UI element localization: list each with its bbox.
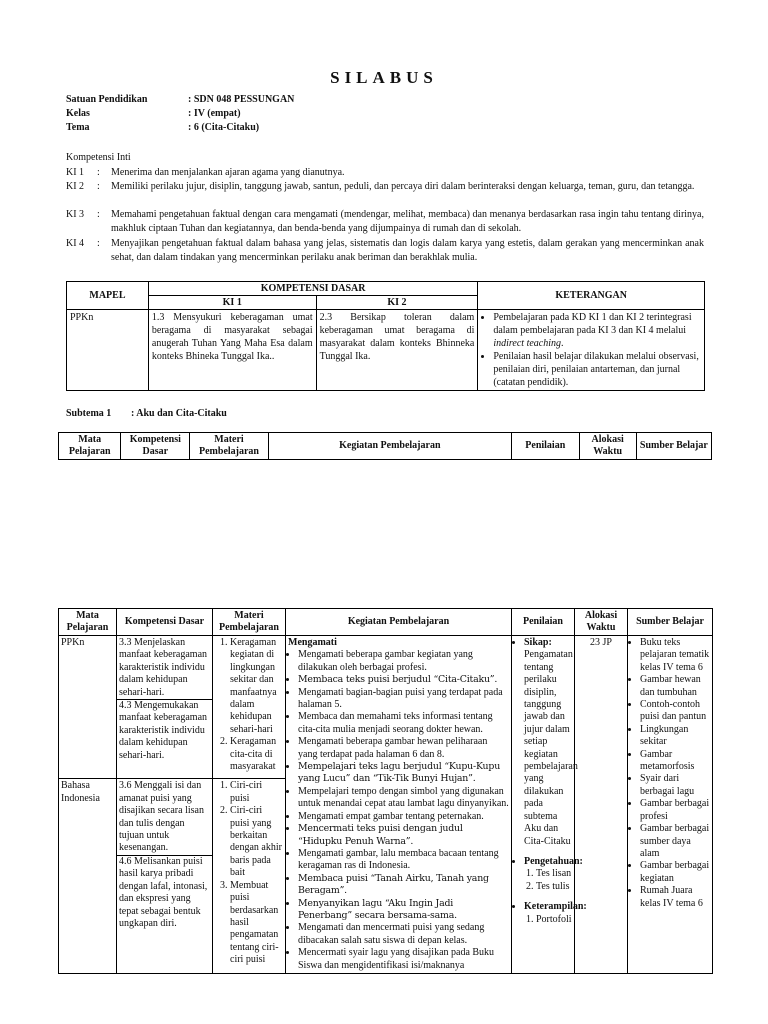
materi-ppkn-list (215, 637, 283, 773)
ki-item-4 (66, 237, 704, 265)
mapel-cell: PPKn (67, 310, 149, 391)
penilaian-sikap: • Sikap: Pengamatan tentang perilaku disiplin, tanggung jawab dan jujur dalam setiap kegiatan pembelajaran yang dilakukan pada subtema Aku dan Cita-Citaku (524, 637, 572, 848)
alokasi-cell: 23 JP (575, 636, 628, 974)
syllabus-main-table (58, 608, 713, 974)
mapel-header: MAPEL (67, 282, 149, 310)
keterangan-item: • Penilaian hasil belajar dilakukan melalui observasi, penilaian diri, penilaian antarteman, dan jurnal (catatan pendidik). (493, 350, 701, 389)
identity-satuan (66, 94, 294, 105)
col-kompetensi-dasar: Kompetensi Dasar (121, 433, 190, 460)
col-kegiatan: Kegiatan Pembelajaran (286, 609, 512, 636)
identity-kelas (66, 108, 241, 119)
materi-ppkn (213, 636, 286, 779)
ki-item-1 (66, 166, 704, 180)
materi-item: 1. Ciri-ciri puisi (230, 780, 283, 805)
keterangan-item: • Pembelajaran pada KD KI 1 dan KI 2 terintegrasi dalam pembelajaran pada KI 3 dan KI 4 melalui indirect teaching. (493, 311, 701, 350)
kd-header: KOMPETENSI DASAR (148, 282, 477, 296)
ki-item-3 (66, 208, 704, 236)
kd-ppkn (117, 636, 213, 779)
identity-label: Satuan Pendidikan (66, 94, 148, 105)
ki-colon: : (97, 238, 100, 249)
materi-bahasa-indonesia (213, 779, 286, 974)
ki-text: Menyajikan pengetahuan faktual dalam bahasa yang jelas, sistematis dan logis dalam karya yang estetis, dalam gerakan yang mencerminkan anak sehat, dan dalam tindakan yang mencerminkan perilaku anak beriman dan berakhlak mulia. (111, 238, 704, 263)
identity-value: : IV (empat) (188, 108, 241, 119)
col-kompetensi-dasar: Kompetensi Dasar (117, 609, 213, 636)
subtema-line (66, 408, 227, 419)
sumber-item: • Lingkungan sekitar (640, 724, 710, 749)
sumber-item: • Gambar hewan dan tumbuhan (640, 674, 710, 699)
kd-ppkn-3: 3.3 Menjelaskan manfaat keberagaman karakteristik individu dalam kehidupan sehari-hari. (119, 637, 208, 698)
col-alokasi: Alokasi Waktu (575, 609, 628, 636)
kompetensi-dasar-table (66, 281, 705, 391)
kd-bahasa-indonesia (117, 779, 213, 974)
pengetahuan-item: 1. Tes lisan (536, 868, 572, 880)
kegiatan-item: • Membaca teks puisi berjudul “Cita-Citaku”. (298, 674, 509, 686)
keterangan-header: KETERANGAN (478, 282, 705, 310)
subtema-label: Subtema 1 (66, 408, 112, 419)
subtema-value: : Aku dan Cita-Citaku (131, 408, 227, 419)
identity-value: : SDN 048 PESSUNGAN (188, 94, 295, 105)
kegiatan-cell (286, 636, 512, 974)
kompetensi-inti-heading: Kompetensi Inti (66, 152, 131, 163)
sumber-item: • Contoh-contoh puisi dan pantun (640, 699, 710, 724)
pengetahuan-list (524, 868, 572, 893)
ki-number: KI 1 (66, 167, 85, 178)
identity-value: : 6 (Cita-Citaku) (188, 122, 260, 133)
identity-label: Kelas (66, 108, 90, 119)
pengetahuan-item: 2. Tes tulis (536, 881, 572, 893)
col-materi: Materi Pembelajaran (213, 609, 286, 636)
syllabus-header-table (58, 432, 712, 460)
ki-number: KI 2 (66, 181, 85, 192)
kd-ppkn-4: 4.3 Mengemukakan manfaat keberagaman karakteristik individu dalam kehidupan sehari-hari. (117, 699, 212, 762)
sumber-item: • Gambar berbagai sumber daya alam (640, 823, 710, 860)
col-sumber: Sumber Belajar (628, 609, 713, 636)
sumber-item: • Gambar berbagai kegiatan (640, 860, 710, 885)
document-title: SILABUS (330, 68, 438, 87)
ki-colon: : (97, 181, 100, 192)
col-alokasi: Alokasi Waktu (579, 433, 636, 460)
kegiatan-item: • Mempelajari teks lagu berjudul “Kupu-Kupu yang Lucu” dan “Tik-Tik Bunyi Hujan”. (298, 761, 509, 786)
materi-item: 2. Ciri-ciri puisi yang berkaitan dengan akhir baris pada bait (230, 805, 283, 879)
kegiatan-item: • Mengamati beberapa gambar hewan peliharaan yang terdapat pada halaman 6 dan 8. (298, 736, 509, 761)
kd-bi-4: 4.6 Melisankan puisi hasil karya pribadi dengan lafal, intonasi, dan ekspresi yang tepat sebagai bentuk ungkapan diri. (117, 855, 212, 930)
sumber-item: • Buku teks pelajaran tematik kelas IV tema 6 (640, 637, 710, 674)
sumber-item: • Gambar berbagai profesi (640, 798, 710, 823)
kegiatan-item: • Mengamati dan mencermati puisi yang sedang dibacakan salah satu siswa di depan kelas. (298, 922, 509, 947)
penilaian-list (514, 637, 587, 926)
kegiatan-item: • Mencermati teks puisi dengan judul “Hidupku Penuh Warna”. (298, 823, 509, 848)
mapel-bahasa-indonesia: Bahasa Indonesia (59, 779, 117, 974)
ki-item-2 (66, 180, 704, 194)
col-mata-pelajaran: Mata Pelajaran (59, 433, 121, 460)
identity-label: Tema (66, 122, 90, 133)
keterampilan-list (524, 914, 572, 926)
keterampilan-item: 1. Portofoli (536, 914, 572, 926)
materi-item: 1. Keragaman kegiatan di lingkungan sekitar dan manfaatnya dalam kehidupan sehari-hari (230, 637, 283, 736)
kegiatan-item: • Mengamati beberapa gambar kegiatan yang dilakukan oleh berbagai profesi. (298, 649, 509, 674)
kegiatan-item: • Mengamati empat gambar tentang peternakan. (298, 811, 509, 823)
kegiatan-item: • Membaca puisi “Tanah Airku, Tanah yang Beragam”. (298, 873, 509, 898)
col-mata-pelajaran: Mata Pelajaran (59, 609, 117, 636)
keterangan-list (481, 311, 701, 389)
identity-tema (66, 122, 259, 133)
kegiatan-list (288, 649, 509, 972)
kegiatan-item: • Membaca dan memahami teks informasi tentang cita-cita mulia menjadi seorang dokter hewan. (298, 711, 509, 736)
kegiatan-item: • Mengamati bagian-bagian puisi yang terdapat pada halaman 5. (298, 687, 509, 712)
col-kegiatan: Kegiatan Pembelajaran (268, 433, 511, 460)
ki-number: KI 4 (66, 238, 85, 249)
sumber-list (630, 637, 710, 910)
ki1-header: KI 1 (148, 296, 316, 310)
penilaian-cell (512, 636, 587, 974)
kegiatan-heading: Mengamati (288, 637, 337, 648)
col-penilaian: Penilaian (511, 433, 579, 460)
ki-colon: : (97, 167, 100, 178)
materi-item: 3. Membuat puisi berdasarkan hasil pengamatan tentang ciri-ciri puisi (230, 880, 283, 967)
col-materi: Materi Pembelajaran (190, 433, 269, 460)
col-sumber: Sumber Belajar (636, 433, 711, 460)
sumber-item: • Gambar metamorfosis (640, 749, 710, 774)
sumber-item: • Syair dari berbagai lagu (640, 773, 710, 798)
ki-text: Menerima dan menjalankan ajaran agama yang dianutnya. (111, 167, 345, 178)
ki-colon: : (97, 209, 100, 220)
ki1-cell: 1.3 Mensyukuri keberagaman umat beragama di masyarakat sebagai anugerah Tuhan Yang Maha Esa dalam konteks Bhineka Tunggal Ika.. (148, 310, 316, 391)
keterangan-cell (478, 310, 705, 391)
penilaian-pengetahuan: • Pengetahuan: 1. Tes lisan 2. Tes tulis (524, 856, 572, 893)
mapel-ppkn: PPKn (59, 636, 117, 779)
ki-number: KI 3 (66, 209, 85, 220)
materi-bi-list (215, 780, 283, 966)
penilaian-keterampilan: • Keterampilan: 1. Portofoli (524, 901, 572, 926)
ki-text: Memahami pengetahuan faktual dengan cara mengamati (mendengar, melihat, membaca) dan menanya berdasarkan rasa ingin tahu tentang dirinya, makhluk ciptaan Tuhan dan kegiatannya, dan benda-benda yang dijumpainya di rumah dan di sekolah. (111, 209, 704, 234)
sumber-item: • Rumah Juara kelas IV tema 6 (640, 885, 710, 910)
kegiatan-item: • Mencermati syair lagu yang disajikan pada Buku Siswa dan mengidentifikasi isi/maknanya (298, 947, 509, 972)
ki2-header: KI 2 (316, 296, 478, 310)
kegiatan-item: • Mempelajari tempo dengan simbol yang digunakan untuk menandai cepat atau lambat lagu dinyanyikan. (298, 786, 509, 811)
kegiatan-item: • Menyanyikan lagu “Aku Ingin Jadi Penerbang” secara bersama-sama. (298, 898, 509, 923)
ki2-cell: 2.3 Bersikap toleran dalam keberagaman umat beragama di masyarakat dalam konteks Bhinneka Tunggal Ika. (316, 310, 478, 391)
sumber-cell (628, 636, 713, 974)
kegiatan-item: • Mengamati gambar, lalu membaca bacaan tentang keragaman ras di Indonesia. (298, 848, 509, 873)
col-penilaian: Penilaian (512, 609, 575, 636)
kd-bi-3: 3.6 Menggali isi dan amanat puisi yang disajikan secara lisan dan tulis dengan tujuan untuk kesenangan. (119, 780, 204, 854)
ki-text: Memiliki perilaku jujur, disiplin, tanggung jawab, santun, peduli, dan percaya diri dalam berinteraksi dengan keluarga, teman, guru, dan tetangga. (111, 181, 695, 192)
materi-item: 2. Keragaman cita-cita di masyarakat (230, 736, 283, 773)
